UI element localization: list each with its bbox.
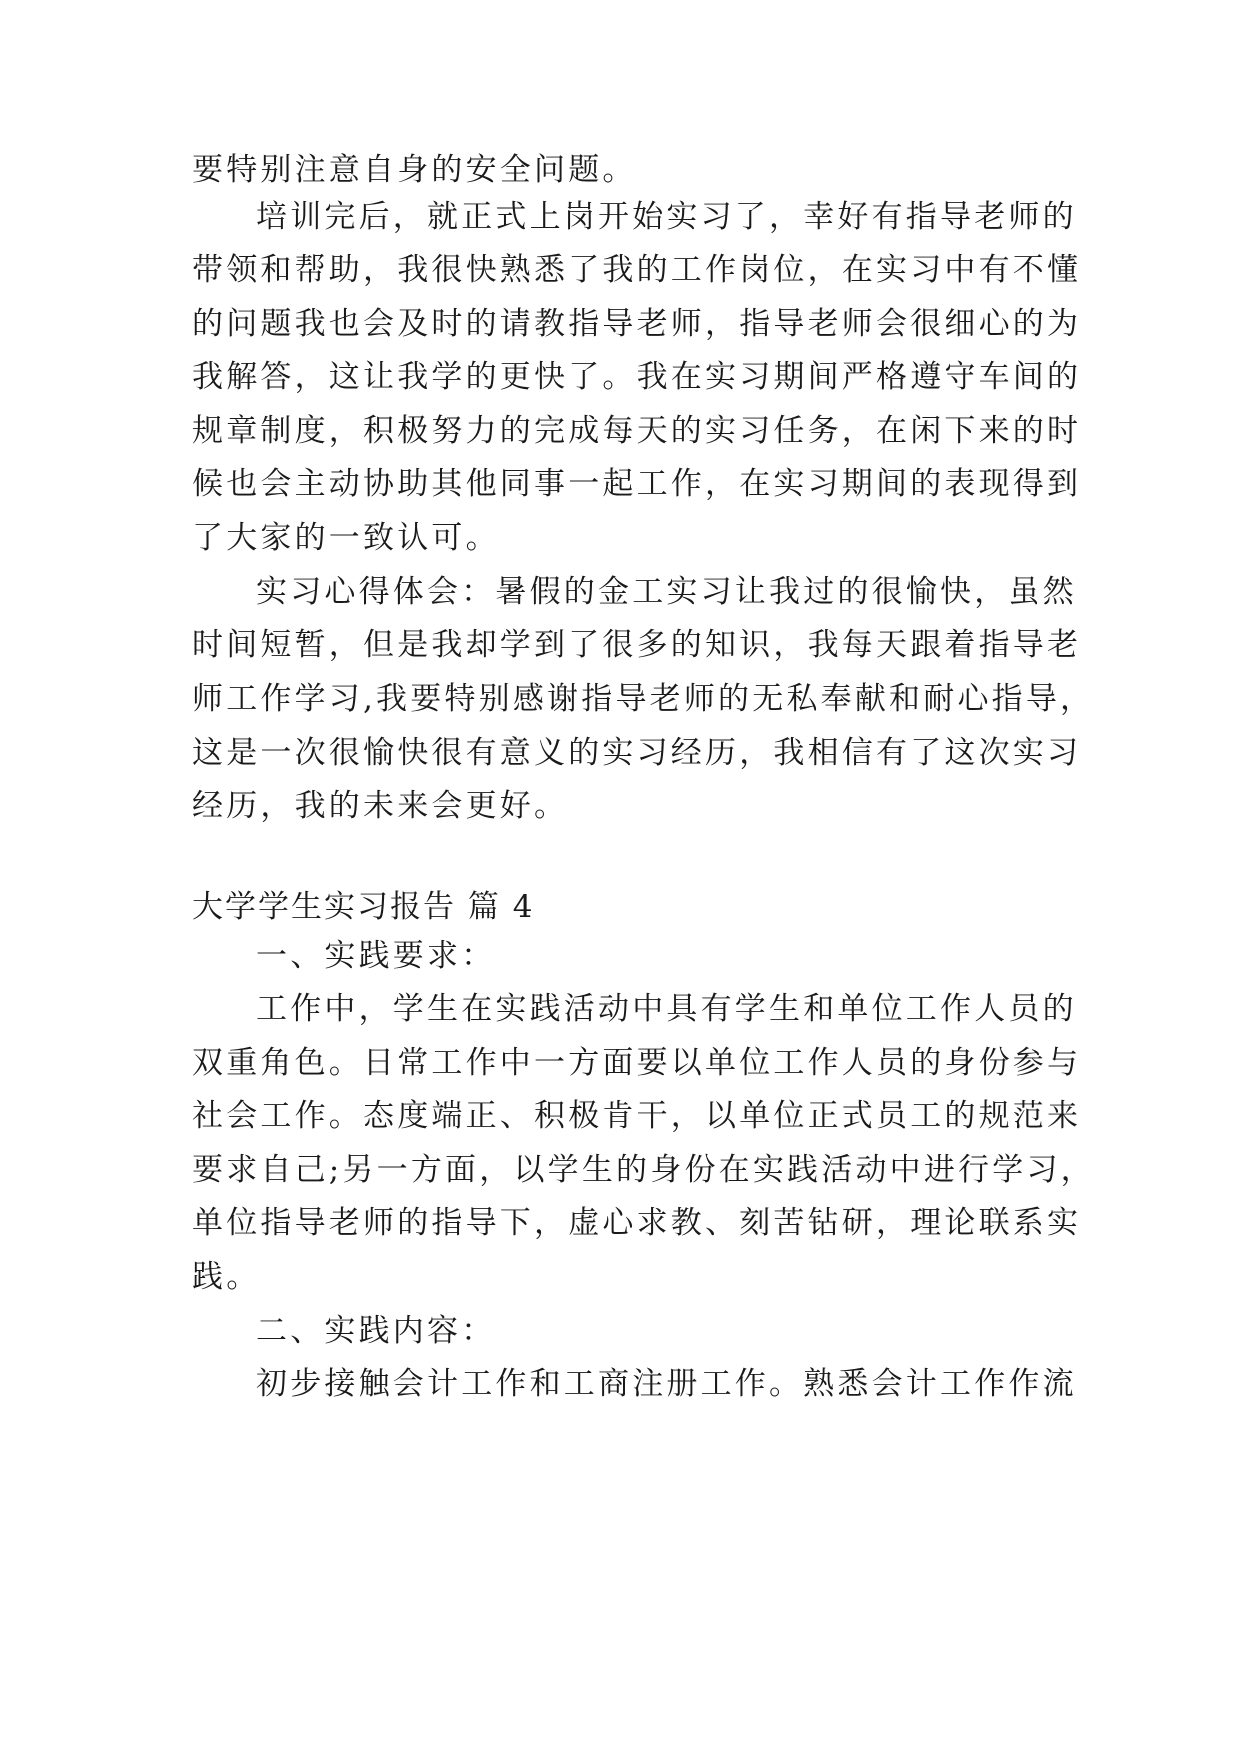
paragraph-line: 培训完后，就正式上岗开始实习了，幸好有指导老师的 — [256, 199, 1077, 235]
paragraph-line: 规章制度，积极努力的完成每天的实习任务，在闲下来的时 — [192, 413, 1082, 449]
paragraph-line: 初步接触会计工作和工商注册工作。熟悉会计工作作流 — [256, 1366, 1077, 1402]
subheading: 一、实践要求： — [256, 938, 496, 974]
section-title: 大学学生实习报告 篇 4 — [192, 889, 535, 925]
paragraph-line: 实习心得体会：暑假的金工实习让我过的很愉快，虽然 — [256, 574, 1077, 610]
paragraph-line: 候也会主动协助其他同事一起工作，在实习期间的表现得到 — [192, 466, 1082, 502]
paragraph-line: 践。 — [192, 1259, 261, 1295]
paragraph-line: 单位指导老师的指导下，虚心求教、刻苦钻研，理论联系实 — [192, 1205, 1082, 1241]
paragraph-line: 我解答，这让我学的更快了。我在实习期间严格遵守车间的 — [192, 359, 1082, 395]
subheading: 二、实践内容： — [256, 1313, 496, 1349]
paragraph-line: 带领和帮助，我很快熟悉了我的工作岗位，在实习中有不懂 — [192, 252, 1082, 288]
paragraph-line: 时间短暂，但是我却学到了很多的知识，我每天跟着指导老 — [192, 627, 1082, 663]
paragraph-line: 师工作学习,我要特别感谢指导老师的无私奉献和耐心指导， — [192, 681, 1095, 717]
paragraph-line: 要特别注意自身的安全问题。 — [192, 152, 637, 188]
paragraph-line: 了大家的一致认可。 — [192, 520, 500, 556]
paragraph-line: 这是一次很愉快很有意义的实习经历，我相信有了这次实习 — [192, 735, 1082, 771]
paragraph-line: 社会工作。态度端正、积极肯干，以单位正式员工的规范来 — [192, 1098, 1082, 1134]
paragraph-line: 要求自己;另一方面，以学生的身份在实践活动中进行学习， — [192, 1152, 1095, 1188]
paragraph-line: 双重角色。日常工作中一方面要以单位工作人员的身份参与 — [192, 1045, 1082, 1081]
paragraph-line: 经历，我的未来会更好。 — [192, 788, 569, 824]
paragraph-line: 工作中，学生在实践活动中具有学生和单位工作人员的 — [256, 991, 1077, 1027]
paragraph-line: 的问题我也会及时的请教指导老师，指导老师会很细心的为 — [192, 306, 1082, 342]
